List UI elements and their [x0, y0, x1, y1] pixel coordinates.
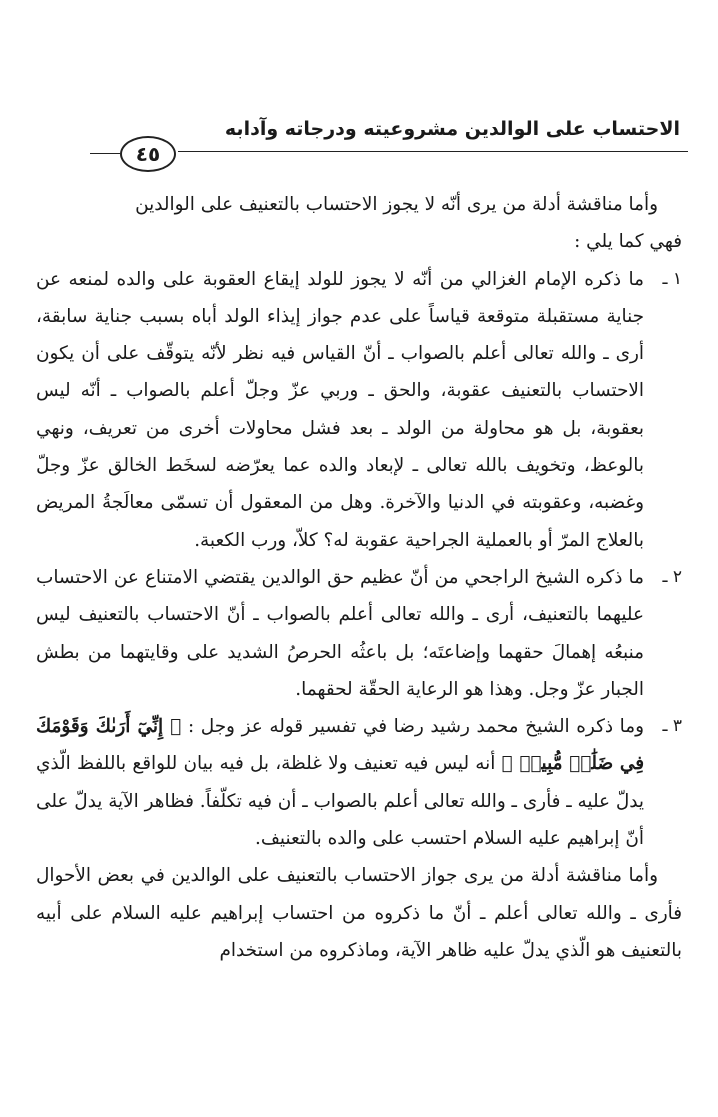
item-text	[36, 708, 644, 857]
running-title: الاحتساب على الوالدين مشروعيته ودرجاته وآدابه	[224, 118, 680, 140]
item-number: ٣ ـ	[662, 716, 682, 737]
list-item	[36, 559, 682, 708]
item-text: ما ذكره الإمام الغزالي من أنّه لا يجوز للولد إيقاع العقوبة على والده لمنعه عن جناية مستقبلة متوقعة قياساً على عدم جواز إيذاء الولد أباه بسبب جناية سابقة، أرى ـ والله تعالى أعلم بالصواب ـ أنّ القياس فيه نظر لأنّه يتوقّف على أن يكون الاحتساب بالتعنيف عقوبة، والحق ـ وربي عزّ وجلّ أعلم بالصواب ـ أنّه ليس بعقوبة، بل هو محاولة من الولد ـ بعد فشل محاولات أخرى من تعريف، ونهي بالوعظ، وتخويف بالله تعالى ـ لإبعاد والده عما يعرّضه لسخَط الخالق عزّ وجلّ وغضبه، وعقوبته في الدنيا والآخرة. وهل من المعقول أن تسمّى معالَجةُ المريض بالعلاج المرّ أو بالعملية الجراحية عقوبة له؟ كلاّ، ورب الكعبة.	[36, 268, 644, 551]
intro-line: وأما مناقشة أدلة من يرى أنّه لا يجوز الاحتساب بالتعنيف على الوالدين	[135, 194, 658, 215]
closing-paragraph: وأما مناقشة أدلة من يرى جواز الاحتساب بالتعنيف على الوالدين في بعض الأحوال فأرى ـ والله تعالى أعلم ـ أنّ ما ذكروه من احتساب إبراهيم عليه السلام على أبيه بالتعنيف هو الّذي يدلّ عليه ظاهر الآية، وماذكروه من استخدام	[36, 865, 682, 961]
item-text-before: وما ذكره الشيخ محمد رشيد رضا في تفسير قوله عز وجل :	[187, 716, 644, 738]
list-item	[36, 708, 682, 857]
list-item	[36, 261, 682, 559]
quran-quote: ﴿ إِنِّيٓ أَرَىٰكَ وَقَوْمَكَ فِي ضَلَٰلٖ مُّبِينٖ ﴾	[36, 716, 644, 775]
intro-line: فهي كما يلي :	[574, 231, 682, 253]
item-number: ١ ـ	[662, 268, 682, 289]
header-rule-right	[178, 151, 688, 152]
item-number: ٢ ـ	[662, 566, 682, 587]
item-text-after: أنه ليس فيه تعنيف ولا غلظة، بل فيه بيان للواقع باللفظ الّذي يدلّ عليه ـ فأرى ـ والله تعالى أعلم بالصواب ـ أن فيه تكلّفاً. فظاهر الآية يدلّ على أنّ إبراهيم عليه السلام احتسب على والده بالتعنيف.	[35, 753, 644, 850]
header-rule-left	[90, 153, 120, 154]
page-number: ٤٥	[120, 136, 176, 172]
main-text	[36, 186, 682, 969]
item-text: ما ذكره الشيخ الراجحي من أنّ عظيم حق الوالدين يقتضي الامتناع عن الاحتساب عليهما بالتعنيف، أرى ـ والله تعالى أعلم بالصواب ـ أنّ الاحتساب بالتعنيف ليس منبعُه إهمالَ حقهما وإضاعتَه؛ بل باعثُه الحرصُ الشديد على وقايتهما من بطش الجبار عزّ وجل. وهذا هو الرعاية الحقّة لحقهما.	[36, 566, 644, 700]
